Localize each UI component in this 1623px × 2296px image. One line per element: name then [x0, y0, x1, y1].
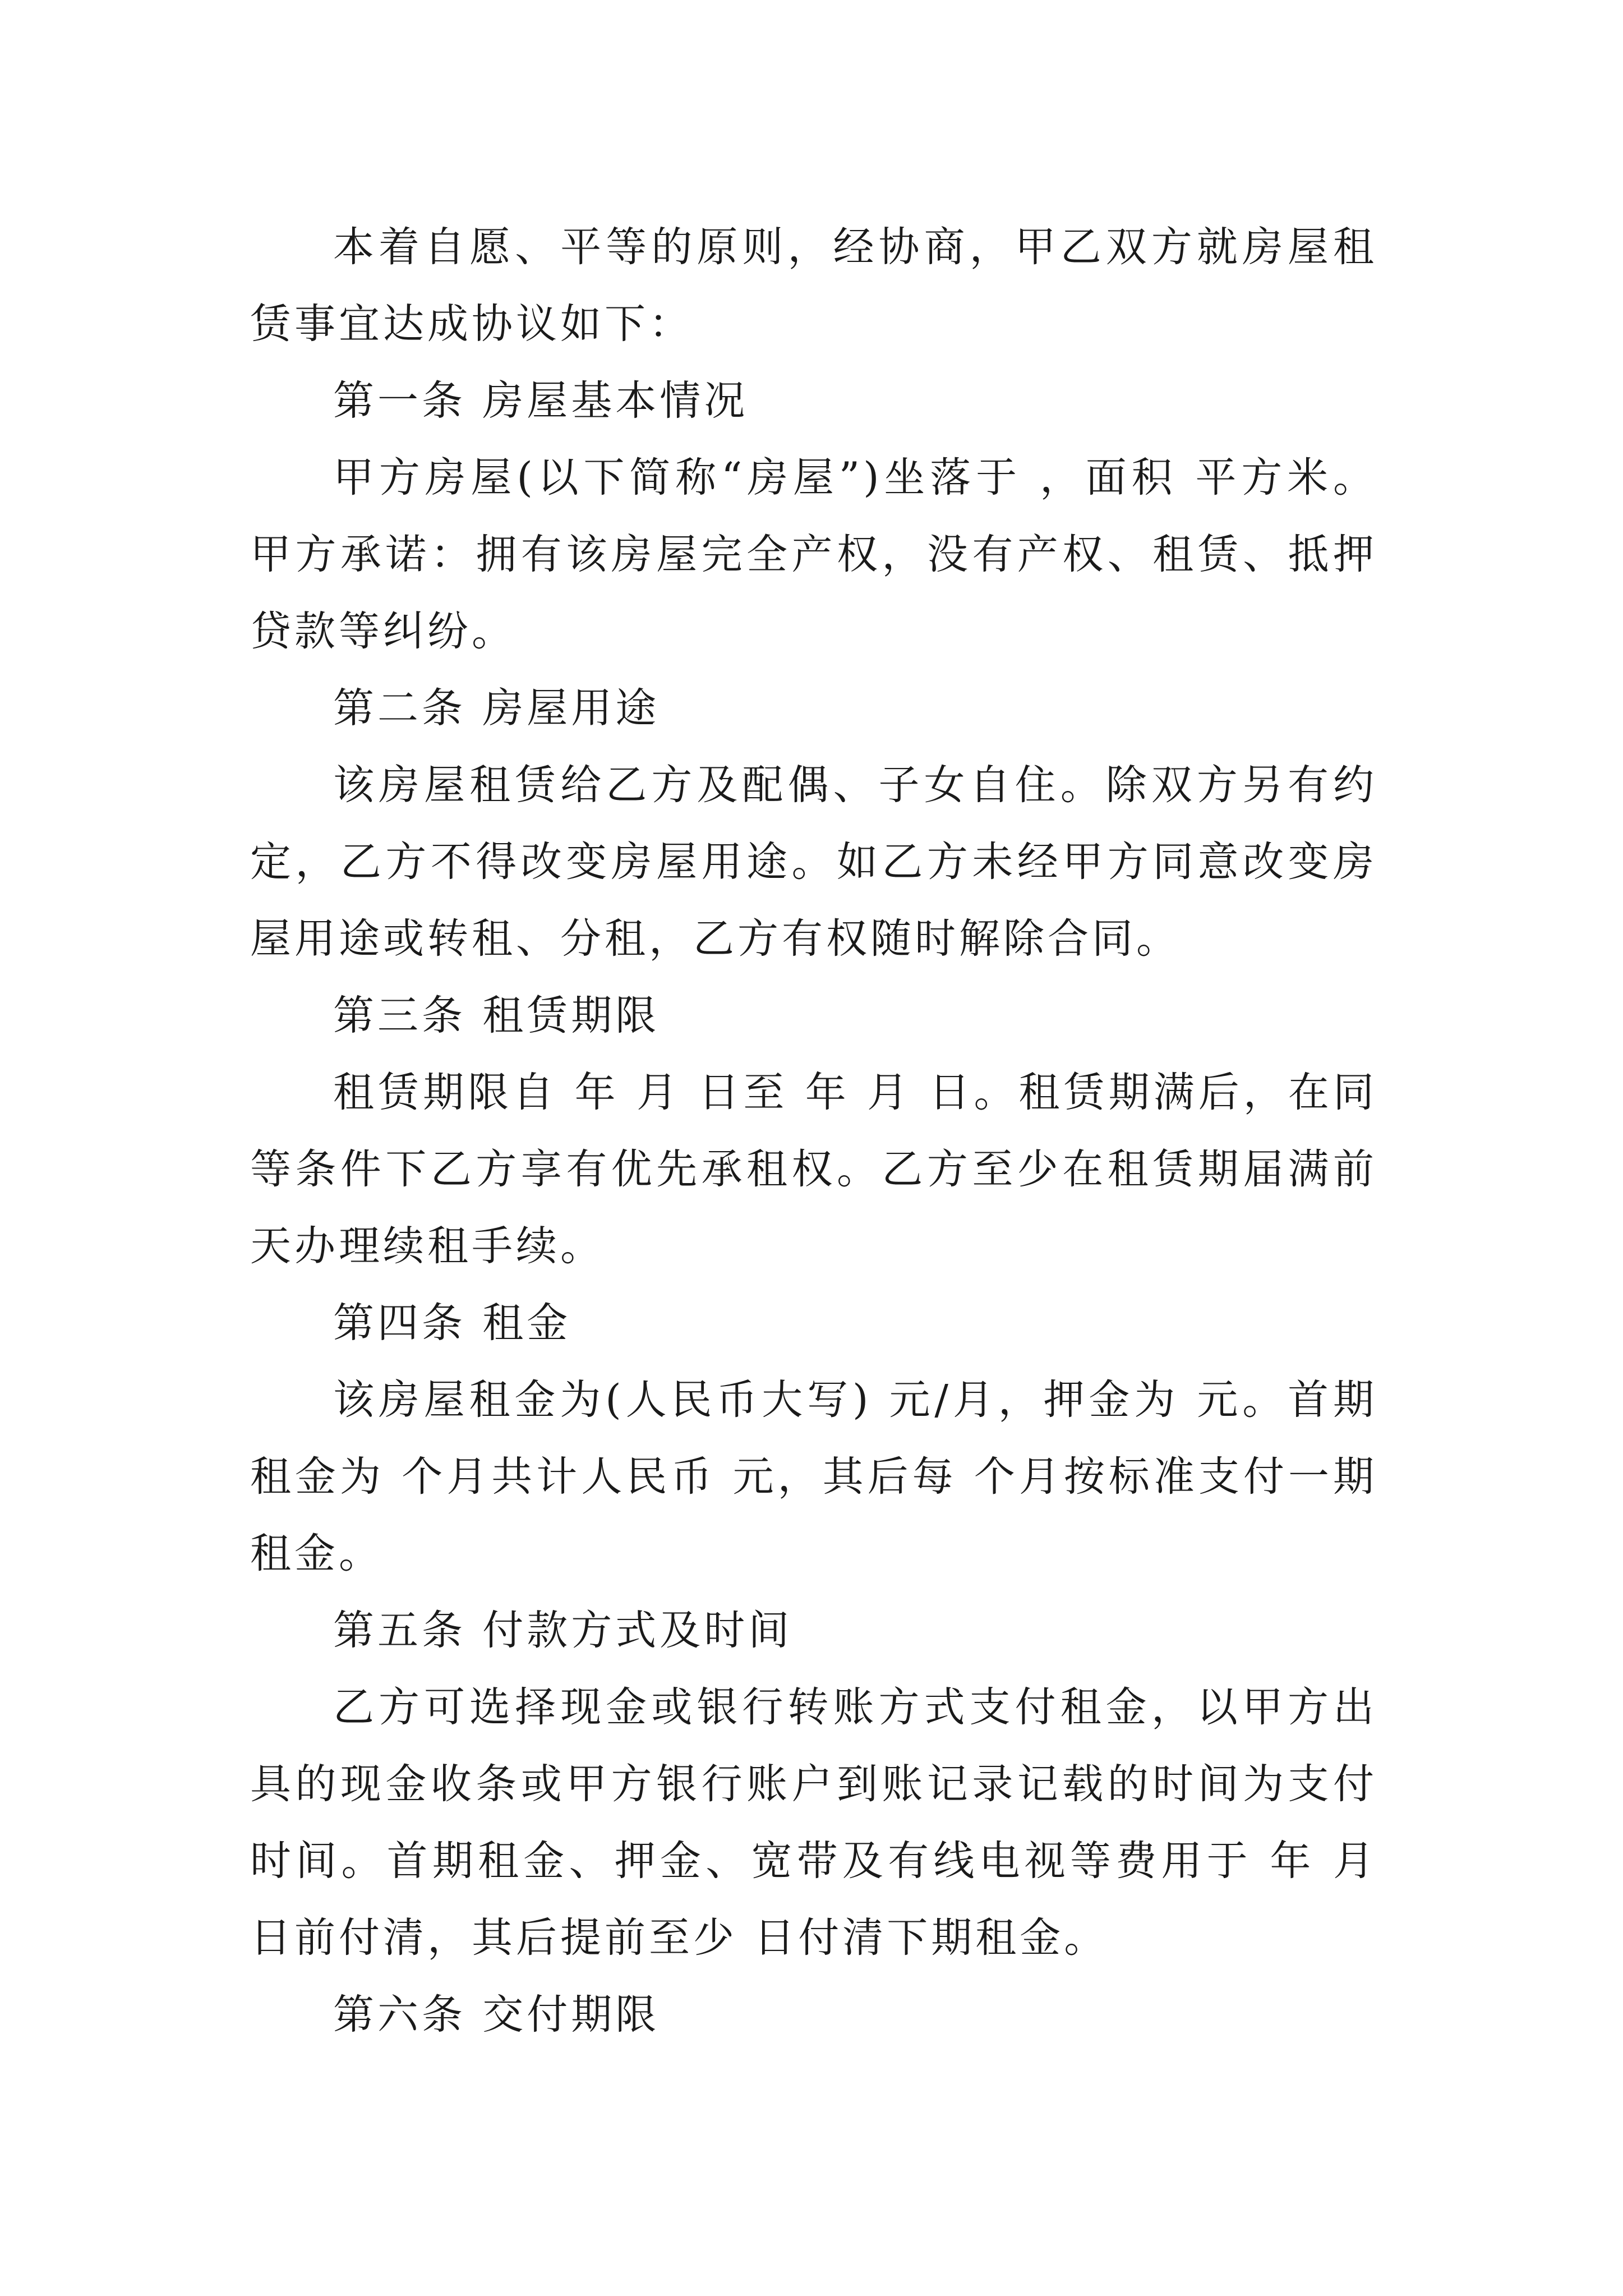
article-5-body: 乙方可选择现金或银行转账方式支付租金，以甲方出具的现金收条或甲方银行账户到账记录记载的时间为支付时间。首期租金、押金、宽带及有线电视等费用于 年 月 日前付清，其后提前至少 日付清下期租金。 — [250, 1683, 1377, 1962]
intro-paragraph: 本着自愿、平等的原则，经协商，甲乙双方就房屋租赁事宜达成协议如下： — [250, 223, 1377, 348]
article-1-body: 甲方房屋(以下简称“房屋”)坐落于 ，面积 平方米。甲方承诺：拥有该房屋完全产权，没有产权、租赁、抵押贷款等纠纷。 — [250, 454, 1377, 655]
article-4-heading: 第四条 租金 — [333, 1299, 571, 1347]
article-1-heading: 第一条 房屋基本情况 — [333, 377, 749, 425]
article-4-body: 该房屋租金为(人民币大写) 元/月，押金为 元。首期租金为 个月共计人民币 元，其后每 个月按标准支付一期租金。 — [250, 1376, 1377, 1577]
article-2-body: 该房屋租赁给乙方及配偶、子女自住。除双方另有约定，乙方不得改变房屋用途。如乙方未经甲方同意改变房屋用途或转租、分租，乙方有权随时解除合同。 — [250, 761, 1377, 963]
article-3-heading: 第三条 租赁期限 — [333, 992, 660, 1039]
article-6-heading: 第六条 交付期限 — [333, 1991, 660, 2039]
article-3-body: 租赁期限自 年 月 日至 年 月 日。租赁期满后，在同等条件下乙方享有优先承租权。乙方至少在租赁期届满前天办理续租手续。 — [250, 1069, 1377, 1270]
document-body — [250, 209, 1377, 2053]
article-2-heading: 第二条 房屋用途 — [333, 684, 660, 732]
article-5-heading: 第五条 付款方式及时间 — [333, 1607, 793, 1654]
